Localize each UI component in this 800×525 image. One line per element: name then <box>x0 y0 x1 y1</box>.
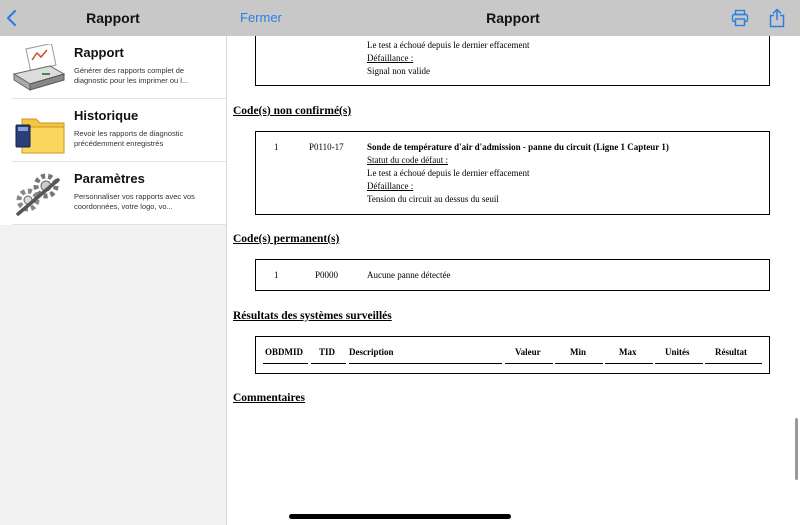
monitored-results-heading: Résultats des systèmes surveillés <box>233 310 392 322</box>
pending-code-box <box>255 131 770 215</box>
sidebar-item-description: Personnaliser vos rapports avec vos coordonnées, votre logo, vo... <box>74 192 195 211</box>
column-header: Max <box>619 347 637 357</box>
sidebar-item-description: Revoir les rapports de diagnostic précédemment enregistrés <box>74 129 184 148</box>
dtc-code: P0110-17 <box>309 142 344 152</box>
dtc-title: Sonde de température d'air d'admission - panne du circuit (Ligne 1 Capteur 1) <box>367 142 669 152</box>
divider <box>263 363 308 364</box>
permanent-code-box <box>255 259 770 291</box>
divider <box>311 363 346 364</box>
column-header: TID <box>319 347 336 357</box>
fault-value: Tension du circuit au dessus du seuil <box>367 194 499 204</box>
print-button[interactable] <box>731 9 749 27</box>
sidebar-item-description: Générer des rapports complet de diagnostic pour les imprimer ou l... <box>74 66 189 85</box>
sidebar-title: Rapport <box>86 10 140 26</box>
sidebar-item-title: Paramètres <box>74 171 145 186</box>
fault-label: Défaillance : <box>367 181 414 191</box>
home-indicator[interactable] <box>289 514 511 519</box>
report-printer-icon <box>12 44 66 92</box>
divider <box>605 363 653 364</box>
printer-icon <box>731 9 749 27</box>
dtc-code: P0000 <box>315 270 339 280</box>
share-icon <box>768 8 786 28</box>
comments-heading: Commentaires <box>233 392 305 404</box>
folder-icon <box>12 107 66 155</box>
gears-tools-icon <box>12 170 66 218</box>
sidebar-item-parametres[interactable] <box>0 162 226 225</box>
sidebar-item-rapport[interactable] <box>0 36 226 99</box>
fault-value: Signal non valide <box>367 66 430 76</box>
close-button[interactable]: Fermer <box>240 10 282 25</box>
report-document[interactable] <box>227 36 800 525</box>
column-header: Résultat <box>715 347 747 357</box>
page-title: Rapport <box>486 10 540 26</box>
column-header: Unités <box>665 347 690 357</box>
code-index: 1 <box>274 270 279 280</box>
status-label: Statut du code défaut : <box>367 155 448 165</box>
scrollbar[interactable] <box>795 418 798 480</box>
status-value: Le test a échoué depuis le dernier effacement <box>367 168 530 178</box>
dtc-description: Aucune panne détectée <box>367 270 451 280</box>
divider <box>349 363 502 364</box>
dtc-entry-box <box>255 36 770 86</box>
column-header: Description <box>349 347 394 357</box>
navigation-bar <box>0 0 800 36</box>
divider <box>505 363 553 364</box>
pending-codes-heading: Code(s) non confirmé(s) <box>233 105 352 117</box>
divider <box>555 363 603 364</box>
share-button[interactable] <box>768 8 786 28</box>
column-header: Valeur <box>515 347 541 357</box>
permanent-codes-heading: Code(s) permanent(s) <box>233 233 340 245</box>
column-header: Min <box>570 347 587 357</box>
fault-label: Défaillance : <box>367 53 414 63</box>
sidebar-menu <box>0 36 226 225</box>
status-text: Le test a échoué depuis le dernier effacement <box>367 40 530 50</box>
sidebar <box>0 36 227 525</box>
sidebar-item-title: Rapport <box>74 45 124 60</box>
divider <box>705 363 762 364</box>
monitored-results-table <box>255 336 770 374</box>
sidebar-item-title: Historique <box>74 108 139 123</box>
divider <box>655 363 703 364</box>
column-header: OBDMID <box>265 347 303 357</box>
divider <box>12 224 226 225</box>
sidebar-item-historique[interactable] <box>0 99 226 162</box>
code-index: 1 <box>274 142 279 152</box>
